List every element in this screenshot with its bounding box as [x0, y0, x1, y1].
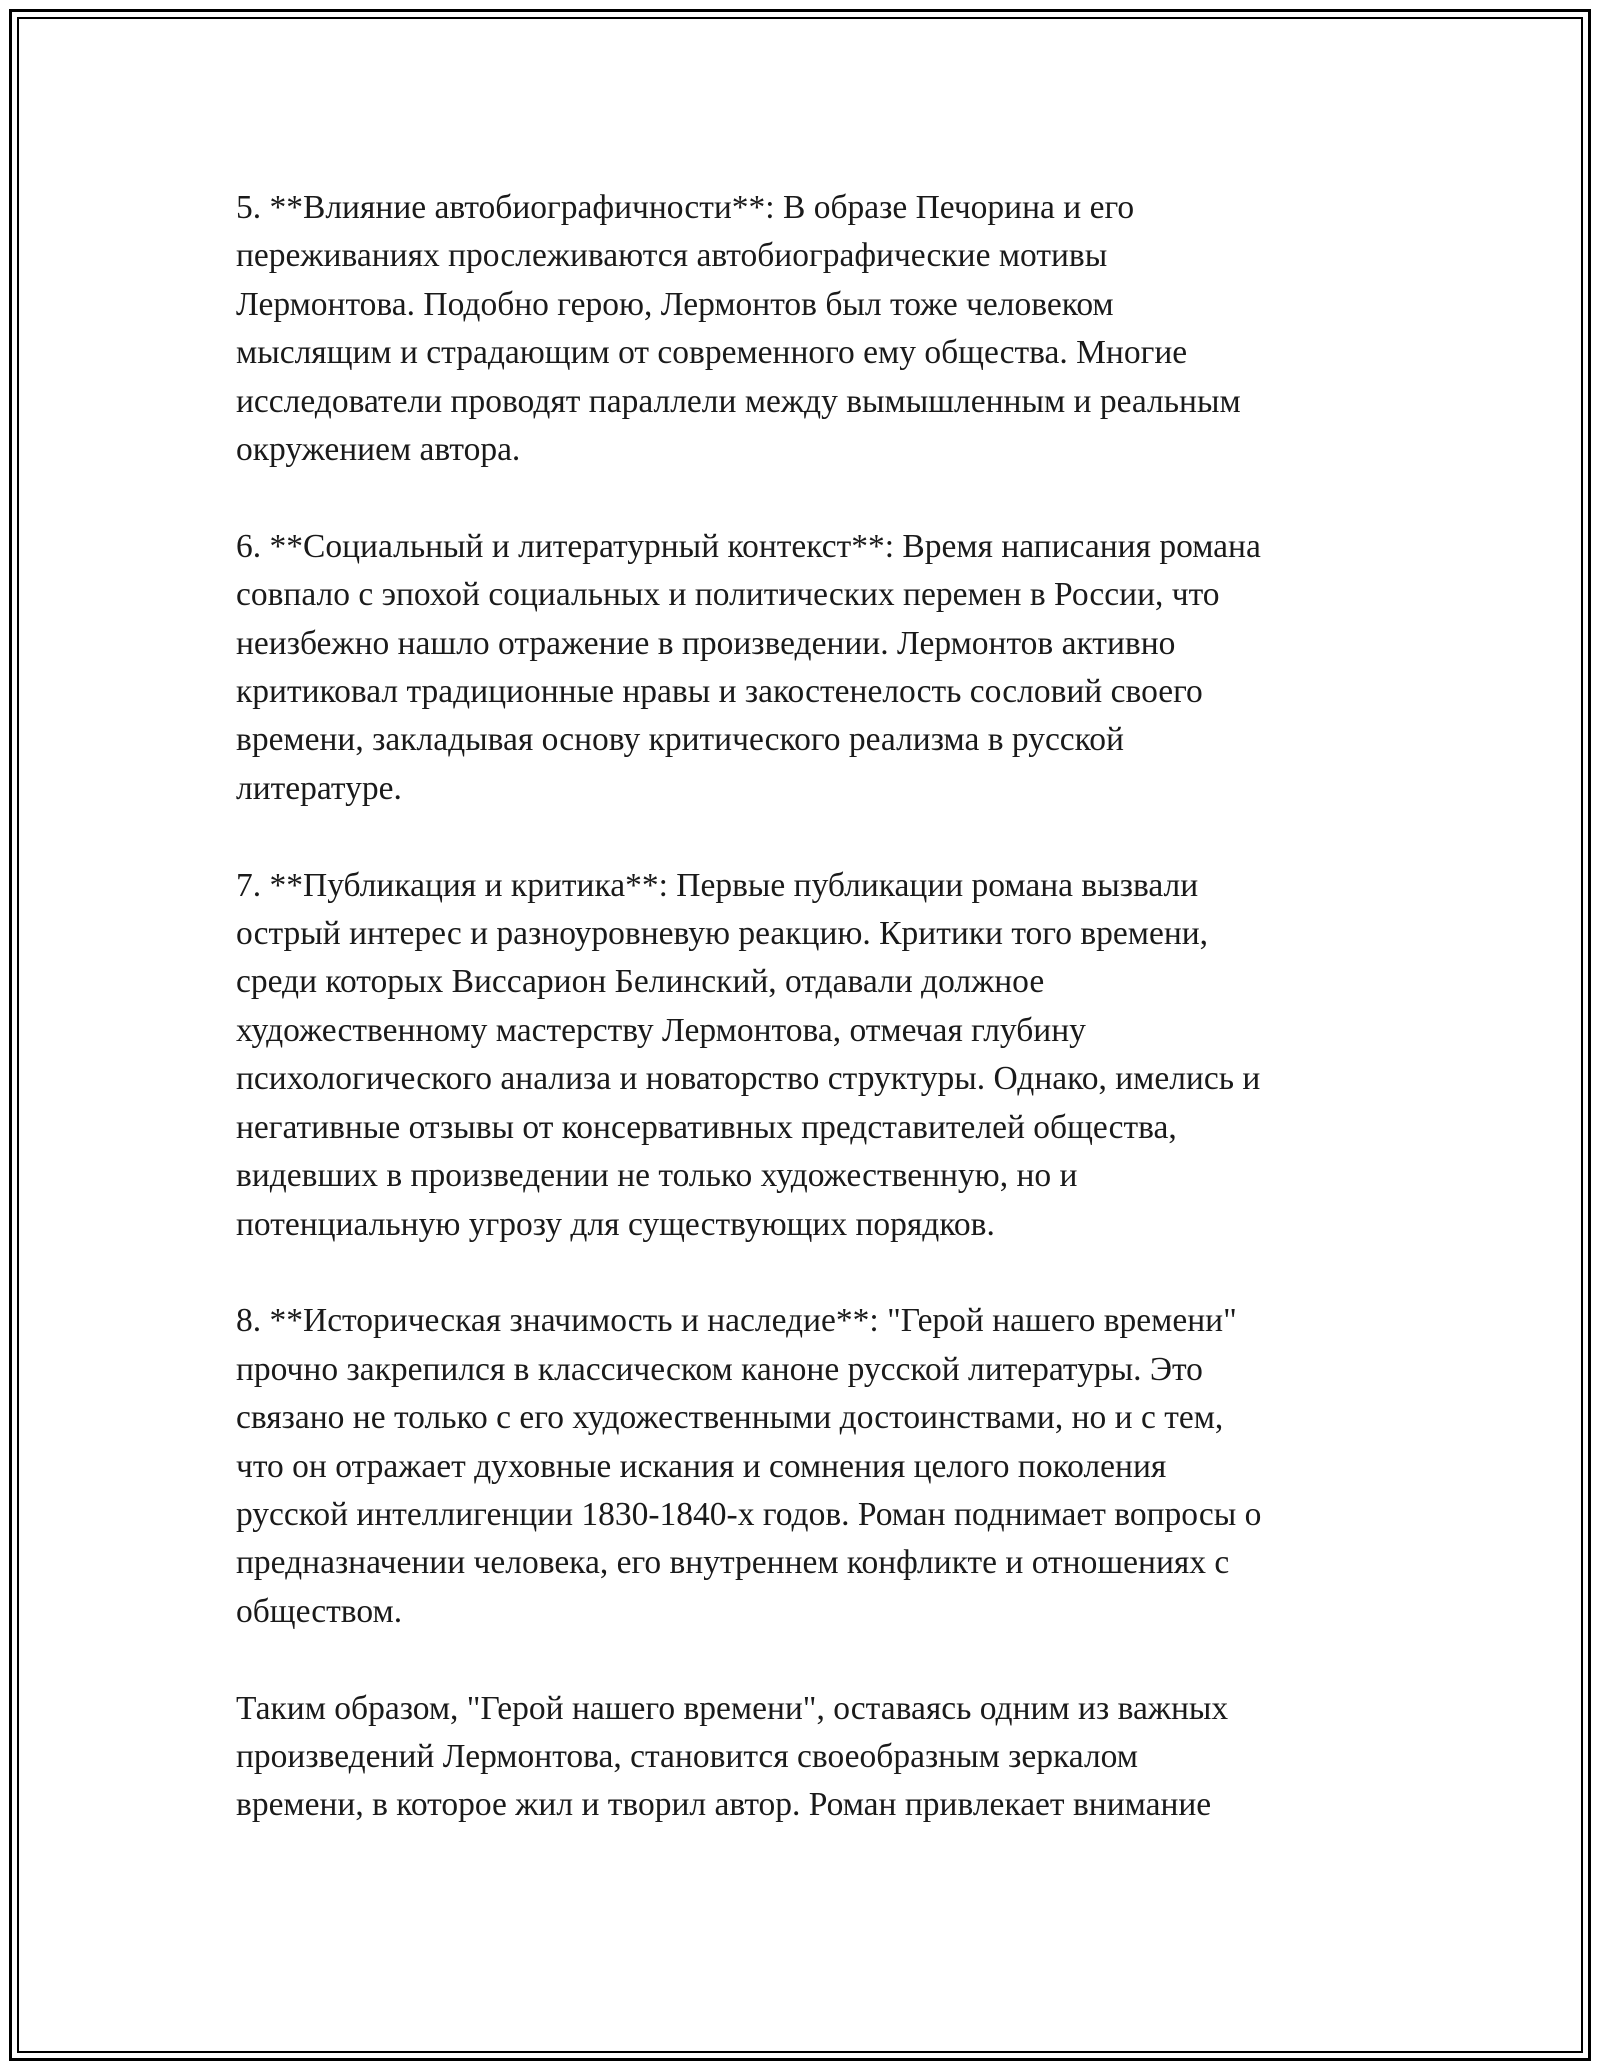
- text-line: 8. **Историческая значимость и наследие**: "Герой нашего времени": [236, 1302, 1237, 1340]
- text-line: неизбежно нашло отражение в произведении. Лермонтов активно: [236, 624, 1176, 662]
- text-line: исследователи проводят параллели между вымышленным и реальным: [236, 382, 1241, 420]
- text-line: русской интеллигенции 1830-1840-х годов. Роман поднимает вопросы о: [236, 1495, 1262, 1533]
- text-line: Лермонтова. Подобно герою, Лермонтов был тоже человеком: [236, 285, 1114, 323]
- text-line: 6. **Социальный и литературный контекст**: Время написания романа: [236, 527, 1261, 565]
- text-line: среди которых Виссарион Белинский, отдавали должное: [236, 963, 1045, 1001]
- paragraph-autobiography: [236, 184, 1376, 474]
- text-line: прочно закрепился в классическом каноне русской литературы. Это: [236, 1350, 1203, 1388]
- text-line: 5. **Влияние автобиографичности**: В образе Печорина и его: [236, 189, 1135, 226]
- paragraph-publication-criticism: [236, 862, 1376, 1249]
- text-line: мыслящим и страдающим от современного ему общества. Многие: [236, 334, 1188, 372]
- text-line: художественному мастерству Лермонтова, отмечая глубину: [236, 1011, 1086, 1049]
- paragraph-conclusion: [236, 1685, 1376, 1830]
- text-line: обществом.: [236, 1592, 403, 1630]
- text-line: времени, закладывая основу критического реализма в русской: [236, 721, 1124, 759]
- paragraph-social-context: [236, 523, 1376, 813]
- text-line: острый интерес и разноуровневую реакцию. Критики того времени,: [236, 915, 1209, 953]
- text-line: потенциальную угрозу для существующих порядков.: [236, 1205, 995, 1243]
- text-line: переживаниях прослеживаются автобиографические мотивы: [236, 237, 1108, 275]
- text-line: психологического анализа и новаторство структуры. Однако, имелись и: [236, 1060, 1261, 1098]
- text-line: Таким образом, "Герой нашего времени", оставаясь одним из важных: [236, 1689, 1229, 1727]
- text-line: литературе.: [236, 769, 402, 807]
- text-line: 7. **Публикация и критика**: Первые публикации романа вызвали: [236, 866, 1199, 904]
- text-line: связано не только с его художественными достоинствами, но и с тем,: [236, 1399, 1224, 1437]
- text-line: совпало с эпохой социальных и политических перемен в России, что: [236, 576, 1220, 614]
- text-line: окружением автора.: [236, 431, 521, 469]
- text-line: что он отражает духовные искания и сомнения целого поколения: [236, 1447, 1167, 1485]
- text-line: негативные отзывы от консервативных представителей общества,: [236, 1108, 1177, 1146]
- text-line: видевших в произведении не только художественную, но и: [236, 1157, 1078, 1195]
- text-line: критиковал традиционные нравы и закостенелость сословий своего: [236, 673, 1203, 711]
- text-line: времени, в которое жил и творил автор. Роман привлекает внимание: [236, 1786, 1212, 1824]
- text-line: произведений Лермонтова, становится своеобразным зеркалом: [236, 1737, 1138, 1775]
- paragraph-historical-significance: [236, 1297, 1376, 1636]
- document-body: [236, 184, 1376, 1878]
- text-line: предназначении человека, его внутреннем конфликте и отношениях с: [236, 1544, 1230, 1582]
